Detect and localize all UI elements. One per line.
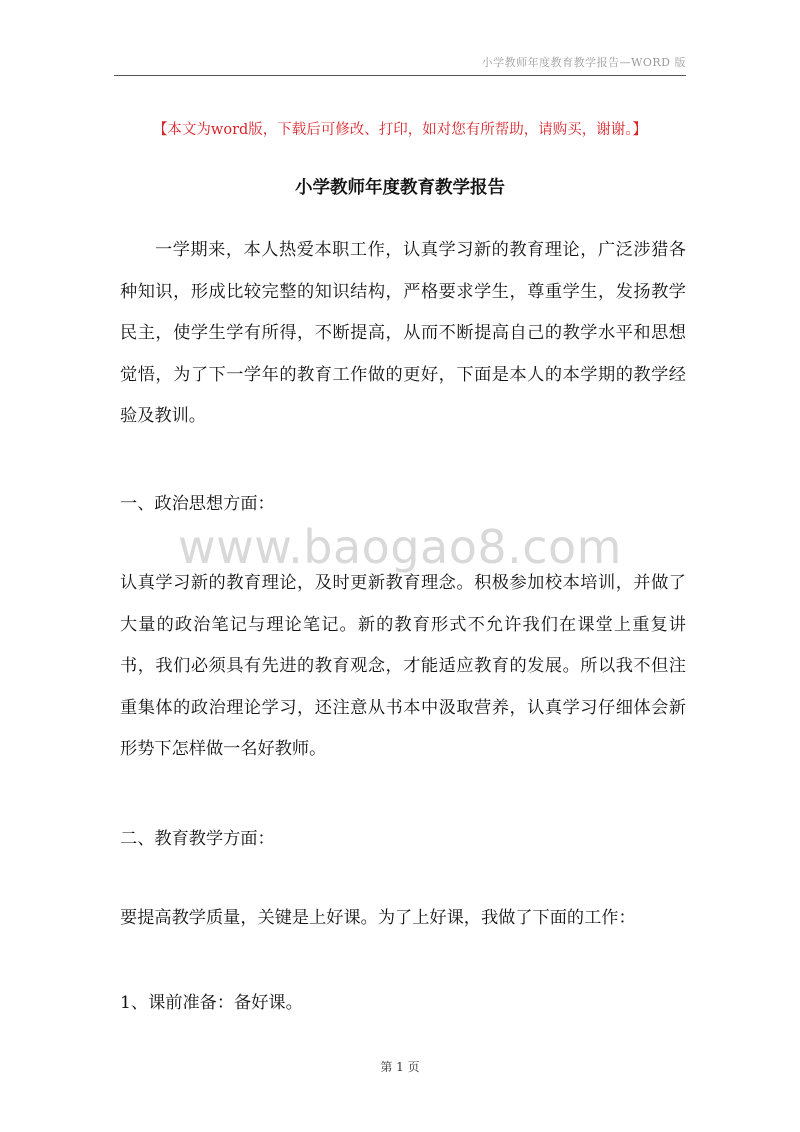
intro-paragraph: 一学期来，本人热爱本职工作，认真学习新的教育理论，广泛涉猎各种知识，形成比较完整的知识结构，严格要求学生，尊重学生，发扬教学民主，使学生学有所得，不断提高，从而不断提高自己的教学水平和思想觉悟，为了下一学年的教育工作做的更好，下面是本人的本学期的教学经验及教训。 bbox=[120, 240, 686, 427]
section-heading-political: 一、政治思想方面： bbox=[120, 494, 275, 514]
teaching-paragraph: 要提高教学质量，关键是上好课。为了上好课，我做了下面的工作： bbox=[120, 908, 636, 928]
list-item-lesson-prep: 1、课前准备：备好课。 bbox=[120, 993, 303, 1013]
purchase-notice: 【本文为word版，下载后可修改、打印，如对您有所帮助，请购买，谢谢。】 bbox=[152, 122, 648, 138]
section-heading-teaching: 二、教育教学方面： bbox=[120, 829, 275, 849]
running-header: 小学教师年度教育教学报告—WORD 版 bbox=[481, 56, 686, 69]
watermark: www.baogao8.com bbox=[178, 520, 622, 574]
header-divider bbox=[114, 75, 686, 76]
page-number: 第 1 页 bbox=[380, 1060, 420, 1074]
document-title: 小学教师年度教育教学报告 bbox=[295, 178, 505, 198]
political-paragraph: 认真学习新的教育理论，及时更新教育理念。积极参加校本培训，并做了大量的政治笔记与理论笔记。新的教育形式不允许我们在课堂上重复讲书，我们必须具有先进的教育观念，才能适应教育的发展。所以我不但注重集体的政治理论学习，还注意从书本中汲取营养，认真学习仔细体会新形势下怎样做一名好教师。 bbox=[120, 573, 686, 760]
